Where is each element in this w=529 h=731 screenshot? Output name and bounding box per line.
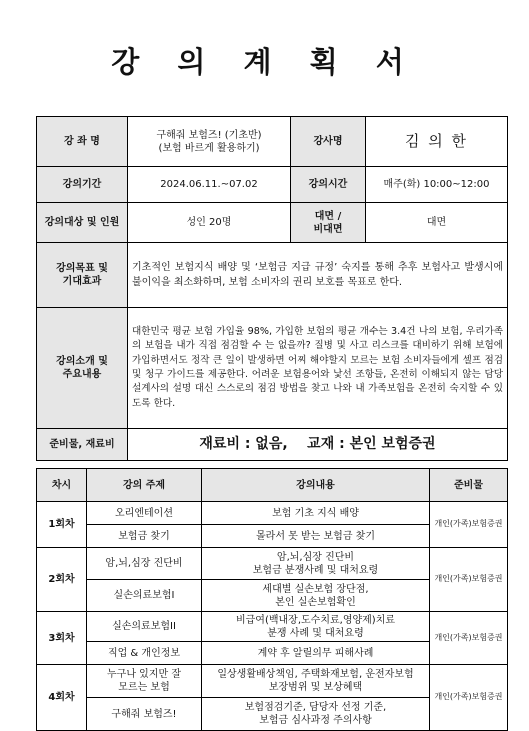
course-name <box>128 117 291 167</box>
time-label: 강의시간 <box>291 167 366 203</box>
content-cell <box>202 642 430 665</box>
materials-label: 준비물, 재료비 <box>37 429 128 461</box>
table-row <box>37 612 508 642</box>
course-info-table <box>36 116 508 461</box>
topic-line: 암,뇌,심장 진단비 <box>105 558 183 569</box>
topic-cell <box>87 502 202 525</box>
instructor-name: 김 의 한 <box>366 117 508 167</box>
header-prep: 준비물 <box>430 469 508 502</box>
page-title: 강 의 계 획 서 <box>111 45 418 79</box>
target-value: 성인 20명 <box>128 203 291 243</box>
topic-line: 보험금 찾기 <box>118 530 170 542</box>
table-row <box>37 548 508 580</box>
table-row <box>37 502 508 525</box>
topic-line: 실손의료보험I <box>113 590 175 601</box>
content-cell <box>202 525 430 548</box>
content-line: 보험 기초 지식 배양 <box>272 507 359 519</box>
period-value: 2024.06.11.~07.02 <box>128 167 291 203</box>
content-line: 몰라서 못 받는 보험금 찾기 <box>256 530 375 542</box>
content-line: 세대별 실손보험 장단점, <box>262 583 369 595</box>
materials-value: 재료비 : 없음, 교재 : 본인 보험증권 <box>128 429 508 461</box>
schedule-body <box>37 502 508 731</box>
course-name-line2: (보험 바르게 활용하기) <box>158 142 260 154</box>
content-line: 일상생활배상책임, 주택화재보험, 운전자보험 <box>217 669 414 680</box>
content-cell <box>202 612 430 642</box>
topic-cell <box>87 525 202 548</box>
content-line: 비급여(백내장,도수치료,영양제)치료 <box>235 614 396 626</box>
content-cell <box>202 548 430 580</box>
session-label: 1회차 <box>37 502 87 548</box>
schedule-table <box>36 468 508 731</box>
header-session: 차시 <box>37 469 87 502</box>
session-label: 2회차 <box>37 548 87 612</box>
time-value: 매주(화) 10:00~12:00 <box>366 167 508 203</box>
intro-label-line1: 강의소개 및 <box>56 356 108 367</box>
intro-label-line2: 주요내용 <box>62 369 102 380</box>
intro-label <box>37 308 128 429</box>
content-cell <box>202 698 430 731</box>
intro-text: 대한민국 평균 보험 가입율 98%, 가입한 보험의 평균 개수는 3.4건 나의 보험, 우리가족의 보험을 내가 직접 점검할 수 는 없을까? 질병 및 사고 리스크를 대비하기 위해 보험에 가입하면서도 정작 큰 일이 발생하면 어찌 해야할지 모르는 보험 소비자들에게 셀프 점검 및 청구 가이드를 제공한다. 어려운 보험용어와 낯선 조항들, 온전히 이해되지 않는 담당설계사의 설명 대신 스스로의 점검 방법을 찾고 나와 내 가족보험을 온전히 숙지할 수 있도록 한다. <box>128 308 508 429</box>
topic-line: 구해줘 보험즈! <box>111 708 177 720</box>
session-label: 3회차 <box>37 612 87 665</box>
content-line: 계약 후 알릴의무 피해사례 <box>257 647 374 659</box>
topic-line: 실손의료보험II <box>112 621 176 632</box>
topic-cell <box>87 548 202 580</box>
period-label: 강의기간 <box>37 167 128 203</box>
content-cell <box>202 580 430 612</box>
content-line: 암,뇌,심장 진단비 <box>276 551 355 563</box>
content-cell <box>202 502 430 525</box>
topic-cell <box>87 580 202 612</box>
goal-label <box>37 243 128 308</box>
mode-label-line2: 비대면 <box>313 223 343 235</box>
topic-cell <box>87 642 202 665</box>
goal-label-line1: 강의목표 및 <box>56 263 108 274</box>
table-row <box>37 665 508 698</box>
course-label: 강 좌 명 <box>37 117 128 167</box>
topic-line: 오리엔테이션 <box>115 507 173 519</box>
prep-cell: 개인(가족)보험증권 <box>430 502 508 548</box>
prep-cell: 개인(가족)보험증권 <box>430 612 508 665</box>
mode-label <box>291 203 366 243</box>
prep-cell: 개인(가족)보험증권 <box>430 665 508 731</box>
instructor-label: 강사명 <box>291 117 366 167</box>
prep-cell: 개인(가족)보험증권 <box>430 548 508 612</box>
content-line: 분쟁 사례 및 대처요령 <box>267 627 364 639</box>
content-line: 보험금 분쟁사례 및 대처요령 <box>252 564 379 576</box>
goal-label-line2: 기대효과 <box>62 276 102 287</box>
goal-text: 기초적인 보험지식 배양 및 ‘보험금 지급 규정’ 숙지를 통해 추후 보험사고 발생시에 불이익을 최소화하며, 보험 소비자의 권리 보호를 목표로 한다. <box>128 243 508 308</box>
content-line: 보험금 심사과정 주의사항 <box>259 715 372 726</box>
topic-cell <box>87 665 202 698</box>
mode-label-line1: 대면 / <box>314 210 342 222</box>
content-line: 본인 실손보험확인 <box>275 596 356 608</box>
header-topic: 강의 주제 <box>87 469 202 502</box>
topic-cell <box>87 612 202 642</box>
header-content: 강의내용 <box>202 469 430 502</box>
topic-line: 직업 & 개인정보 <box>107 647 181 659</box>
course-name-line1: 구해줘 보험즈! (기초반) <box>156 129 262 141</box>
topic-cell <box>87 698 202 731</box>
topic-line: 모르는 보험 <box>118 682 170 693</box>
mode-value: 대면 <box>366 203 508 243</box>
session-label: 4회차 <box>37 665 87 731</box>
content-line: 보험점검기준, 담당자 선정 기준, <box>244 702 387 713</box>
target-label: 강의대상 및 인원 <box>37 203 128 243</box>
content-cell <box>202 665 430 698</box>
content-line: 보장범위 및 보상혜택 <box>268 682 363 693</box>
topic-line: 누구나 있지만 잘 <box>107 669 181 680</box>
